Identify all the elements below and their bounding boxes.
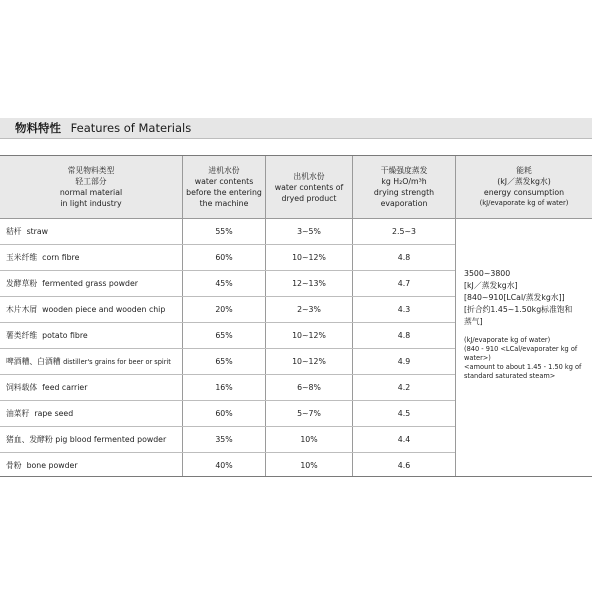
water-in-value: 60%	[215, 253, 233, 262]
drying-value: 4.5	[397, 409, 411, 418]
material-name: 饲料载体 feed carrier	[6, 383, 88, 392]
header-water-in-line: before the entering	[186, 188, 262, 197]
energy-note-en-line: standard saturated steam>	[464, 372, 556, 380]
table-row	[0, 297, 455, 323]
header-energy-line: 能耗	[516, 166, 532, 175]
section-title-cn: 物料特性	[15, 121, 61, 135]
materials-table	[0, 155, 592, 477]
table-row	[0, 349, 455, 375]
section-title-en: Features of Materials	[70, 121, 192, 135]
water-out-value: 10%	[300, 461, 318, 470]
header-drying-line: 干燥强度蒸发	[380, 166, 428, 175]
header-material-line: normal material	[59, 188, 123, 197]
water-in-value: 55%	[215, 227, 233, 236]
material-name: 薯类纤维 potato fibre	[6, 331, 88, 340]
water-out-value: 10~12%	[292, 331, 326, 340]
material-name: 油菜籽 rape seed	[6, 409, 74, 418]
water-out-value: 6~8%	[297, 383, 321, 392]
header-water-in	[183, 156, 265, 218]
header-drying-line: evaporation	[380, 199, 428, 208]
energy-note-line: [840~910[LCal/蒸发kg水]]	[464, 293, 565, 302]
water-in-value: 20%	[215, 305, 233, 314]
table-row	[0, 427, 455, 453]
material-name: 啤酒糟、白酒糟 distiller's grains for beer or spirit	[6, 357, 171, 366]
drying-value: 4.4	[397, 435, 411, 444]
water-out-value: 2~3%	[297, 305, 321, 314]
header-material-line: in light industry	[60, 199, 122, 208]
water-out-value: 5~7%	[297, 409, 321, 418]
drying-value: 4.6	[397, 461, 411, 470]
table-header	[0, 156, 592, 219]
water-in-value: 65%	[215, 331, 233, 340]
drying-value: 4.7	[397, 279, 411, 288]
water-out-value: 3~5%	[297, 227, 321, 236]
energy-note-en-line: (kJ/evaporate kg of water)	[464, 336, 551, 344]
table-row	[0, 271, 455, 297]
water-out-value: 10~12%	[292, 357, 326, 366]
drying-value: 4.9	[397, 357, 411, 366]
header-water-in-line: water contents	[194, 177, 254, 186]
header-water-in-line: 进机水份	[208, 166, 240, 175]
water-in-value: 60%	[215, 409, 233, 418]
drying-value: 4.8	[397, 331, 411, 340]
energy-note-line: 蒸气]	[464, 317, 483, 326]
energy-note-en-line: water>)	[464, 354, 491, 362]
table-row	[0, 453, 455, 478]
water-in-value: 35%	[215, 435, 233, 444]
header-water-out	[266, 156, 352, 218]
header-water-out-line: 出机水份	[293, 171, 325, 181]
header-water-out-line: water contents of	[274, 182, 344, 192]
header-energy-line: energy consumption	[483, 188, 565, 197]
water-in-value: 65%	[215, 357, 233, 366]
material-name: 秸杆 straw	[6, 227, 49, 236]
drying-value: 4.8	[397, 253, 411, 262]
energy-note-en-line: (840 - 910 <LCal/evaporater kg of	[464, 345, 578, 353]
water-out-value: 12~13%	[292, 279, 326, 288]
header-energy	[456, 156, 592, 218]
section-title-bar	[0, 118, 592, 139]
header-energy-line: (kJ／蒸发kg水)	[497, 177, 551, 186]
water-in-value: 45%	[215, 279, 233, 288]
water-in-value: 40%	[215, 461, 233, 470]
energy-note-en-line: <amount to about 1.45 - 1.50 kg of	[464, 363, 582, 371]
header-material-line: 常见物料类型	[67, 166, 115, 175]
energy-consumption-note	[464, 268, 588, 381]
header-water-in-line: the machine	[199, 199, 249, 208]
energy-note-line: [kJ／蒸发kg水]	[464, 281, 518, 290]
header-drying-line: drying strength	[373, 188, 435, 197]
water-out-value: 10~12%	[292, 253, 326, 262]
header-material	[0, 156, 182, 218]
material-name: 猪血、发酵粉 pig blood fermented powder	[6, 435, 167, 444]
section-title	[15, 120, 191, 136]
drying-value: 2.5~3	[392, 227, 416, 236]
material-name: 骨粉 bone powder	[6, 461, 78, 470]
drying-value: 4.3	[397, 305, 411, 314]
header-water-out-line: dryed product	[281, 193, 337, 203]
header-drying	[353, 156, 455, 218]
table-row	[0, 219, 455, 245]
water-in-value: 16%	[215, 383, 233, 392]
energy-note-line: 3500~3800	[464, 269, 511, 278]
table-row	[0, 401, 455, 427]
header-drying-line: kg H₂O/m³h	[381, 177, 427, 186]
header-material-line: 轻工部分	[75, 177, 107, 186]
drying-value: 4.2	[397, 383, 411, 392]
header-energy-line: (kJ/evaporate kg of water)	[479, 199, 569, 207]
column-divider	[455, 156, 456, 476]
table-row	[0, 323, 455, 349]
material-name: 玉米纤维 corn fibre	[6, 253, 80, 262]
table-row	[0, 375, 455, 401]
material-name: 发酵草粉 fermented grass powder	[6, 279, 138, 288]
table-row	[0, 245, 455, 271]
energy-note-line: [折合约1.45~1.50kg标准饱和	[464, 305, 573, 314]
water-out-value: 10%	[300, 435, 318, 444]
material-name: 木片木屑 wooden piece and wooden chip	[6, 305, 166, 314]
